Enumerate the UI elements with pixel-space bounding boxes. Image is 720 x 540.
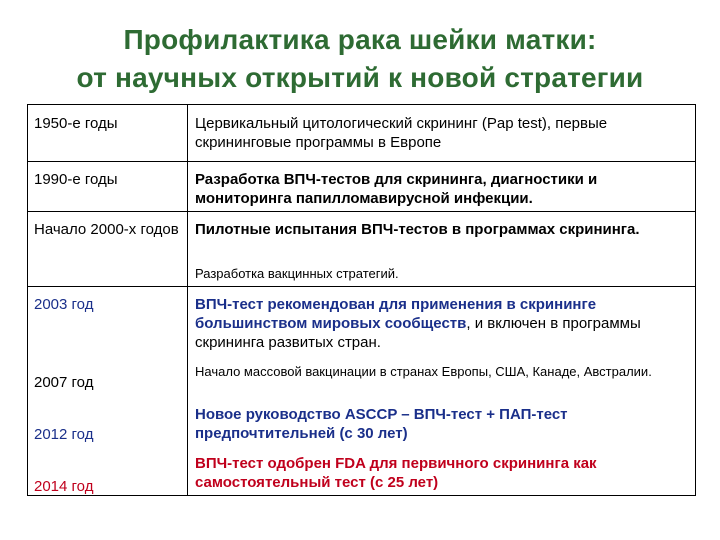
row-2007-text: Начало массовой вакцинации в странах Европы, США, Канаде, Австралии.: [195, 364, 652, 379]
row-divider: [28, 211, 695, 212]
timeline-table: [27, 104, 696, 496]
row-2003-text-bold: ВПЧ-тест рекомендован для применения в скрининге большинством мировых сообществ: [195, 296, 597, 332]
row-2014-text: ВПЧ-тест одобрен FDA для первичного скрининга как самостоятельный тест (с 25 лет): [195, 455, 597, 491]
row-2000-note: Разработка вакцинных стратегий.: [195, 266, 399, 281]
row-divider: [28, 286, 695, 287]
row-2003-year: 2003 год: [34, 296, 94, 313]
row-2000-text: Пилотные испытания ВПЧ-тестов в программах скрининга.: [195, 221, 640, 238]
row-2003-text: [195, 295, 691, 352]
title-line-1: Профилактика рака шейки матки:: [123, 24, 597, 55]
row-2000-year: Начало 2000-х годов: [34, 221, 179, 238]
row-2012-text: Новое руководство ASCCP – ВПЧ-тест + ПАП-тест предпочтительней (с 30 лет): [195, 406, 568, 442]
row-divider: [28, 161, 695, 162]
row-1990-text: Разработка ВПЧ-тестов для скрининга, диагностики и мониторинга папилломавирусной инфекции.: [195, 171, 598, 207]
row-2007-year: 2007 год: [34, 374, 94, 391]
row-2014-year: 2014 год: [34, 478, 94, 495]
row-1990-year: 1990-е годы: [34, 171, 118, 188]
row-2012-year: 2012 год: [34, 426, 94, 443]
row-1950-year: 1950-е годы: [34, 115, 118, 132]
column-divider: [187, 105, 188, 495]
row-1950-text: Цервикальный цитологический скрининг (Pap test), первые скрининговые программы в Европе: [195, 115, 608, 151]
title-line-2: от научных открытий к новой стратегии: [76, 62, 644, 93]
row-2003-text-rest: , и включен в программы скрининга развитых стран.: [195, 315, 641, 351]
